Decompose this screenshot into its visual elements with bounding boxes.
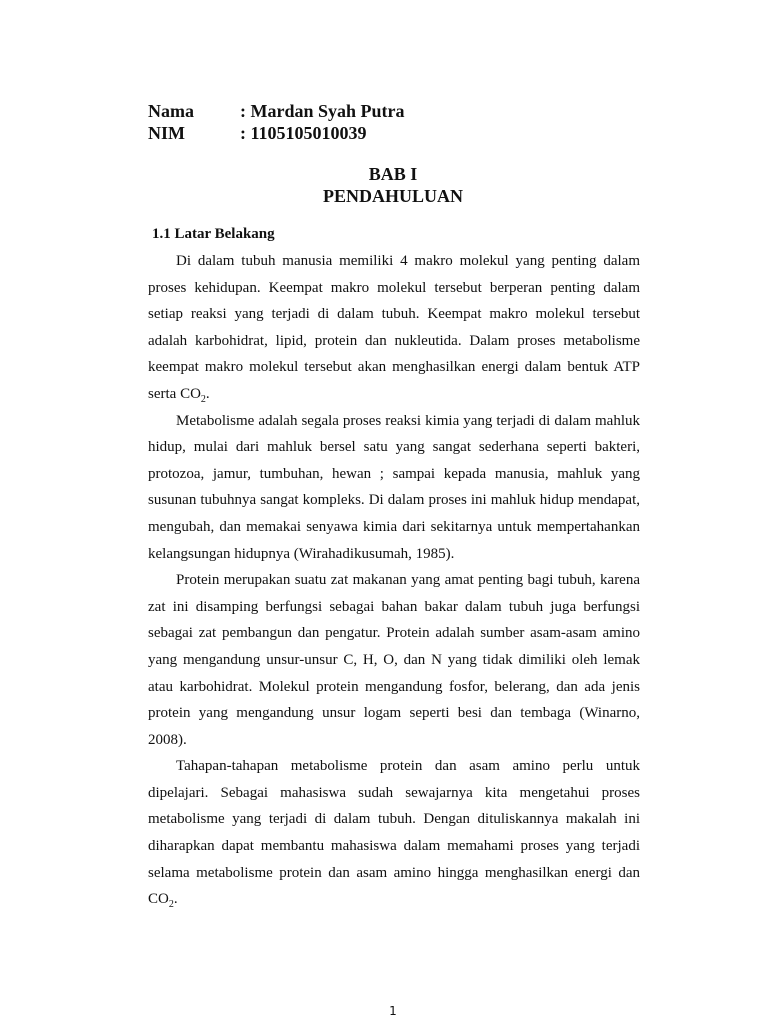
paragraph-4-subscript: 2 [168,899,174,911]
paragraph-1-text: Di dalam tubuh manusia memiliki 4 makro molekul yang penting dalam proses kehidupan. Keempat makro molekul tersebut berperan penting dalam setiap reaksi yang terjadi di dalam tubuh. Keempat makro molekul tersebut adalah karbohidrat, lipid, protein dan nukleutida. Dalam proses metabolisme keempat makro molekul tersebut akan menghasilkan energi dalam bentuk ATP serta CO [148,253,640,402]
nim-value: : 1105105010039 [240,123,367,143]
author-info [148,100,405,144]
paragraph-4-end: . [173,891,178,908]
nim-row [148,122,405,144]
paragraph-2: Metabolisme adalah segala proses reaksi kimia yang terjadi di dalam mahluk hidup, mulai dari mahluk bersel satu yang sangat sederhana seperti bakteri, protozoa, jamur, tumbuhan, hewan ; sampai kepada manusia, mahluk yang susunan tubuhnya sangat kompleks. Di dalam proses ini mahluk hidup mendapat, mengubah, dan memakai senyawa kimia dari sekitarnya untuk mempertahankan kelangsungan hidupnya (Wirahadikusumah, 1985). [148,412,640,562]
section-title: 1.1 Latar Belakang [152,226,275,242]
name-row [148,100,405,122]
paragraph-4-text: Tahapan-tahapan metabolisme protein dan asam amino perlu untuk dipelajari. Sebagai mahasiswa sudah sewajarnya kita mengetahui proses metabolisme yang terjadi di dalam tubuh. Dengan dituliskannya makalah ini diharapkan dapat membantu mahasiswa dalam memahami proses yang terjadi selama metabolisme protein dan asam amino hingga menghasilkan energi dan CO [148,758,640,908]
nim-label: NIM [148,123,185,143]
page-number: 1 [389,1004,397,1018]
chapter-number: BAB I [368,164,418,184]
paragraph-4 [148,753,640,913]
chapter-title: PENDAHULUAN [322,186,463,206]
paragraph-1-end: . [205,385,210,402]
name-label: Nama [148,101,194,121]
paragraph-3: Protein merupakan suatu zat makanan yang amat penting bagi tubuh, karena zat ini disamping berfungsi sebagai bahan bakar dalam tubuh juga berfungsi sebagai zat pembangun dan pengatur. Protein adalah sumber asam-asam amino yang mengandung unsur-unsur C, H, O, dan N yang tidak dimiliki oleh lemak atau karbohidrat. Molekul protein mengandung fosfor, belerang, dan ada jenis protein yang mengandung unsur logam seperti besi dan tembaga (Winarno, 2008). [148,572,640,748]
paragraph-1-subscript: 2 [200,393,206,405]
name-value: : Mardan Syah Putra [240,101,405,121]
body-text [148,248,640,913]
paragraph-1 [148,248,640,408]
